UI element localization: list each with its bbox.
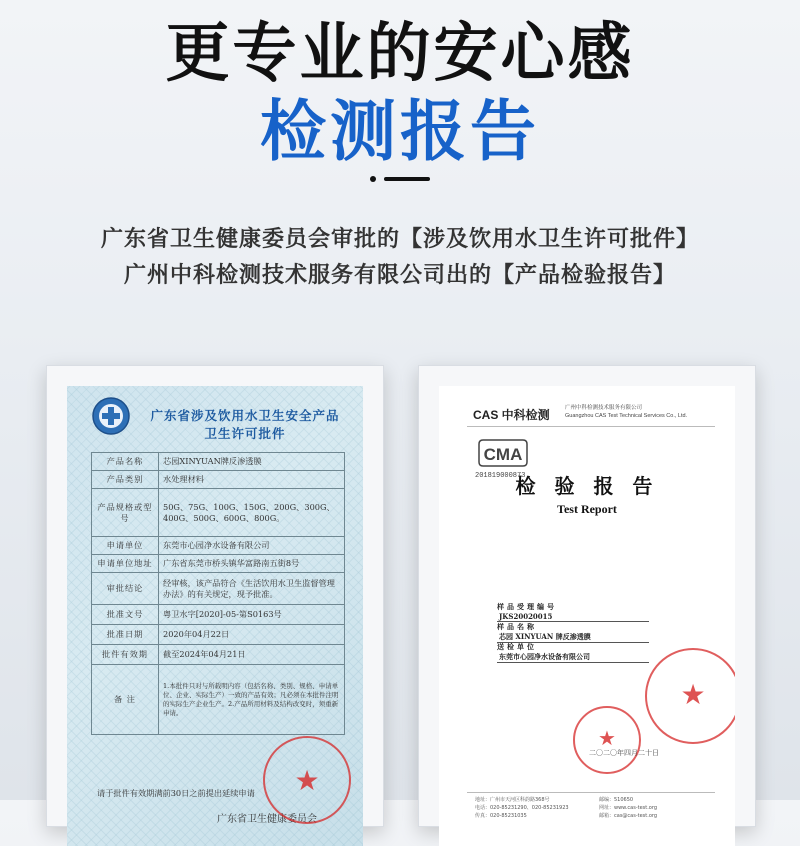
field-value: 芯园 XINYUAN 牌反渗透膜 xyxy=(497,632,649,643)
row-key: 产品类别 xyxy=(92,471,159,489)
cma-mark-text: CMA xyxy=(483,445,523,464)
table-row xyxy=(92,555,345,573)
divider-decoration xyxy=(370,176,430,182)
certificate-title-line-1: 广东省涉及饮用水卫生安全产品 xyxy=(150,408,340,423)
table-row xyxy=(92,489,345,537)
report-seal-icon: ★ xyxy=(573,706,641,774)
row-key: 产品名称 xyxy=(92,453,159,471)
table-row xyxy=(92,665,345,735)
row-value: 1.本批件只对与所载明内容（包括名称、类别、规格、申请单位、企业、实际生产）一致的产品有效；凡必须在本批件注明的实际生产企业生产。2.产品所用材料及结构改变时，须重新申请。 xyxy=(159,665,345,735)
address-line: 地址：广州市天河区科韵路368号 xyxy=(475,797,550,803)
certificate-footer-note: 请于批件有效期满前30日之前提出延续申请 xyxy=(97,788,255,798)
field-key: 送检单位 xyxy=(497,642,537,651)
row-key: 申请单位地址 xyxy=(92,555,159,573)
row-value: 广东省东莞市桥头镇华富路南五街8号 xyxy=(159,555,345,573)
footer-divider xyxy=(467,792,715,793)
field-value: JKS20020015 xyxy=(497,612,649,622)
row-key: 批准日期 xyxy=(92,625,159,645)
row-value: 芯园XINYUAN牌反渗透膜 xyxy=(159,453,345,471)
field-key: 样品名称 xyxy=(497,622,537,631)
report-field xyxy=(497,602,735,622)
row-value: 2020年04月22日 xyxy=(159,625,345,645)
company-name-en: Guangzhou CAS Test Technical Services Co., Ltd. xyxy=(565,413,688,419)
table-row xyxy=(92,453,345,471)
header-divider xyxy=(467,426,715,427)
test-report-document xyxy=(439,386,735,846)
row-key: 申请单位 xyxy=(92,537,159,555)
row-key: 批准文号 xyxy=(92,605,159,625)
row-key: 批件有效期 xyxy=(92,645,159,665)
table-row xyxy=(92,471,345,489)
cas-logo: CAS 中科检测 xyxy=(473,408,550,422)
address-line: 电话：020-85231290、020-85231923 xyxy=(475,805,569,811)
row-key: 产品规格或型号 xyxy=(92,489,159,537)
table-row xyxy=(92,605,345,625)
company-name-cn: 广州中科检测技术服务有限公司 xyxy=(565,405,643,411)
field-key: 样品受理编号 xyxy=(497,602,557,611)
contact-line: 邮编：510650 xyxy=(599,797,634,803)
table-row xyxy=(92,645,345,665)
contact-line: 网址：www.cas-test.org xyxy=(599,805,658,811)
contact-line: 邮箱：cas@cas-test.org xyxy=(599,813,658,819)
row-value: 经审核，该产品符合《生活饮用水卫生监督管理办法》的有关规定，现予批准。 xyxy=(159,573,345,605)
page-subtitle: 检测报告 xyxy=(260,93,540,170)
report-title-cn: 检 验 报 告 xyxy=(515,474,659,498)
row-value: 50G、75G、100G、150G、200G、300G、400G、500G、600G、800G。 xyxy=(159,489,345,537)
report-company xyxy=(565,404,687,420)
official-seal-icon: ★ xyxy=(263,736,351,824)
certificate-table xyxy=(91,452,345,735)
certificate-frame xyxy=(46,365,384,827)
cma-code: 201819000873 xyxy=(475,472,526,480)
page-title: 更专业的安心感 xyxy=(165,17,635,91)
field-value: 东莞市心园净水设备有限公司 xyxy=(497,652,649,663)
description-line-2: 广州中科检测技术服务有限公司出的【产品检验报告】 xyxy=(123,263,676,288)
certificate-issuer: 广东省卫生健康委员会 xyxy=(217,814,317,825)
row-value: 水处理材料 xyxy=(159,471,345,489)
report-title-en: Test Report xyxy=(557,502,617,516)
row-key: 备 注 xyxy=(92,665,159,735)
hygiene-license-certificate xyxy=(67,386,363,846)
row-value: 截至2024年04月21日 xyxy=(159,645,345,665)
row-value: 粤卫水字[2020]-05-第S0163号 xyxy=(159,605,345,625)
row-key: 审批结论 xyxy=(92,573,159,605)
health-emblem-icon xyxy=(91,396,131,436)
table-row xyxy=(92,537,345,555)
table-row xyxy=(92,625,345,645)
description-line-1: 广东省卫生健康委员会审批的【涉及饮用水卫生许可批件】 xyxy=(100,227,699,252)
cma-mark-icon xyxy=(475,436,531,470)
report-field xyxy=(497,622,735,643)
company-seal-icon: ★ xyxy=(645,648,735,744)
row-value: 东莞市心园净水设备有限公司 xyxy=(159,537,345,555)
report-date: 二〇二〇年四月二十日 xyxy=(589,749,659,757)
table-row xyxy=(92,573,345,605)
report-frame xyxy=(418,365,756,827)
address-line: 传真：020-85231035 xyxy=(475,813,527,819)
certificate-title-line-2: 卫生许可批件 xyxy=(204,426,286,441)
